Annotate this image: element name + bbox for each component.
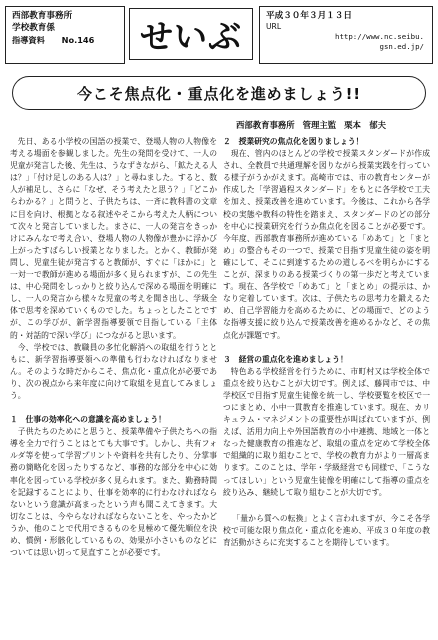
- url-line-1[interactable]: http://www.nc.seibu.: [335, 32, 424, 41]
- author-line: [236, 119, 430, 131]
- section-heading-1: １ 仕事の効率化への意識を高めましょう！: [10, 415, 166, 425]
- headline-text: 今こそ焦点化・重点化を進めましょう!!: [77, 84, 361, 103]
- closing-paragraph: 「量から質への転換」とよく言われますが、今こそ各学校で可能な限り焦点化・重点化を進め、平成３０年度の教育活動がさらに充実することを期待しています。: [223, 513, 430, 547]
- office-info-box: [5, 6, 125, 64]
- author-office: 西部教育事務所: [236, 120, 295, 130]
- section-heading-2: ２ 授業研究の焦点化を図りましょう！: [223, 137, 364, 146]
- paragraph-3: 子供たちのためにと思うと、授業準備や子供たちへの指導を全力で行うことはとても大事です。しかし、共有フォルダ等を使って学習プリントや資料を共有したり、分掌事務の簡略化を図ったりするなど、事務的な部分を中心に効率化を図っている学校が多く見られます。また、勤務時間を記録することにより、仕事を効率的に行わなければならないという意識が高まったという声も聞こえてきます。大切なことは、今やらなければならないことを、やったかどうか、他のことで代用できるものを見極めて優先順位を決め、慣例・形骸化しているもの、効果が小さいものなどについては思い切って見直すことが必要です。: [10, 427, 217, 558]
- material-info: [12, 34, 118, 47]
- paragraph-4: 現在、管内のほとんどの学校で授業スタンダードが作成され、全教員で共通理解を図りながら授業実践を行っている様子がうかがえます。高崎市では、市の教育センターが作成した「学習過程スタンダード」をもとに各学校で工夫を加え、授業改善を進めています。今後は、これから各学校の実態や教科の特性を踏まえ、スタンダードのどの部分を中心に授業研究を行うか焦点化を図ることが必要です。今年度、西部教育事務所が進めている「めあて」と「まとめ」の整合もその一つで、授業で目指す児童生徒の姿を明確にして、そこに到達するための道しるべを明らかにすることが、深まりのある授業づくりの第一歩だと考えています。現在、各学校で「めあて」と「まとめ」の提示は、かなり定着しています。次は、子供たちの思考力を鍛えるため、自己学習能力を高めるために、どの場面で、どのような指導支援に絞り込んで授業改善を進めるかなど、その焦点化が課題です。: [223, 149, 430, 340]
- headline-banner: [12, 76, 426, 110]
- office-name: 西部教育事務所: [12, 11, 73, 21]
- paragraph-5: 特色ある学校経営を行うために、市町村又は学校全体で重点を絞り込むことが大切です。例えば、藤岡市では、中学校区で目指す児童生徒像を統一し、学校要覧を校区で一つにまとめ、小中一貫教育を推進しています。現在、カリキュラム・マネジメントの重要性が叫ばれていますが、例えば、活用力向上や外国語教育の小中連携、地域と一体となった健康教育の推進など、取組の重点を定めて学校全体で組織的に取り組むことで、学校の教育力がより一層高まります。このことは、学年・学級経営でも同様で、「こうなってほしい」という児童生徒像を明確にして指導の重点を絞り込み、継続して取り組むことが大切です。: [223, 366, 430, 497]
- newsletter-header: [5, 6, 433, 68]
- issue-date: 平成３０年３月１３日: [266, 11, 352, 21]
- intro-paragraph: 先日、ある小学校の国語の授業で、登場人物の人物像を考える場面を参観しました。先生の発問を受けて、一人の児童が発言した後、先生は、うなずきながら、「鉱たえる人は？」「付け足しのある人は？」と尋ねました。すると、数人が補足し、さらに「なぜ、そう考えたと思う？」「どこからわかる？」と問うと、子供たちは、一斉に教科書の文章に目を向け、根拠となる叙述やそこから考えた人柄について次々と発言していました。まさに、一人の発言をきっかけにみんなで考え合い、登場人物の人物像が豊かに浮かび上がったすばらしい授業となりました。とかく、教師が発問し、児童生徒が発言すると教師が、すぐに「ほかに」と一対一で教師が進める場面が多く見られますが、この先生は、中心発問をしっかりと絞り込んで深める場面を明確にし、一人の発言から様々な児童の考えを聞き出し、学級全体で思考を深めていくものでした。ちょっとしたことですが、この学びが、新学習指導要領で目指している「主体的・対話的で深い学び」につながると思います。: [10, 137, 217, 340]
- newsletter-title-box: [129, 8, 253, 60]
- right-column: [223, 136, 430, 549]
- date-url-box: [259, 6, 433, 64]
- section-heading-3: ３ 経営の重点化を進めましょう！: [223, 354, 348, 364]
- url-label: URL: [266, 22, 282, 31]
- paper-name: 学校教育係: [12, 23, 55, 33]
- newsletter-title: せいぶ: [140, 16, 242, 56]
- author-name: 栗本 郁夫: [344, 120, 386, 130]
- left-column: [10, 136, 217, 559]
- author-role: 管理主監: [302, 120, 337, 130]
- material-label: 指導資料: [12, 35, 45, 45]
- paragraph-2: 今、学校では、教職員の多忙化解消への取組を行うとともに、新学習指導要領への準備も行わなければなりません。そのような時だからこそ、焦点化・重点化が必要であり、次の視点から来年度に向けて取組を見直してみましょう。: [10, 342, 217, 400]
- url-line-2[interactable]: gsn.ed.jp/: [379, 42, 424, 51]
- issue-number: No.146: [61, 35, 95, 45]
